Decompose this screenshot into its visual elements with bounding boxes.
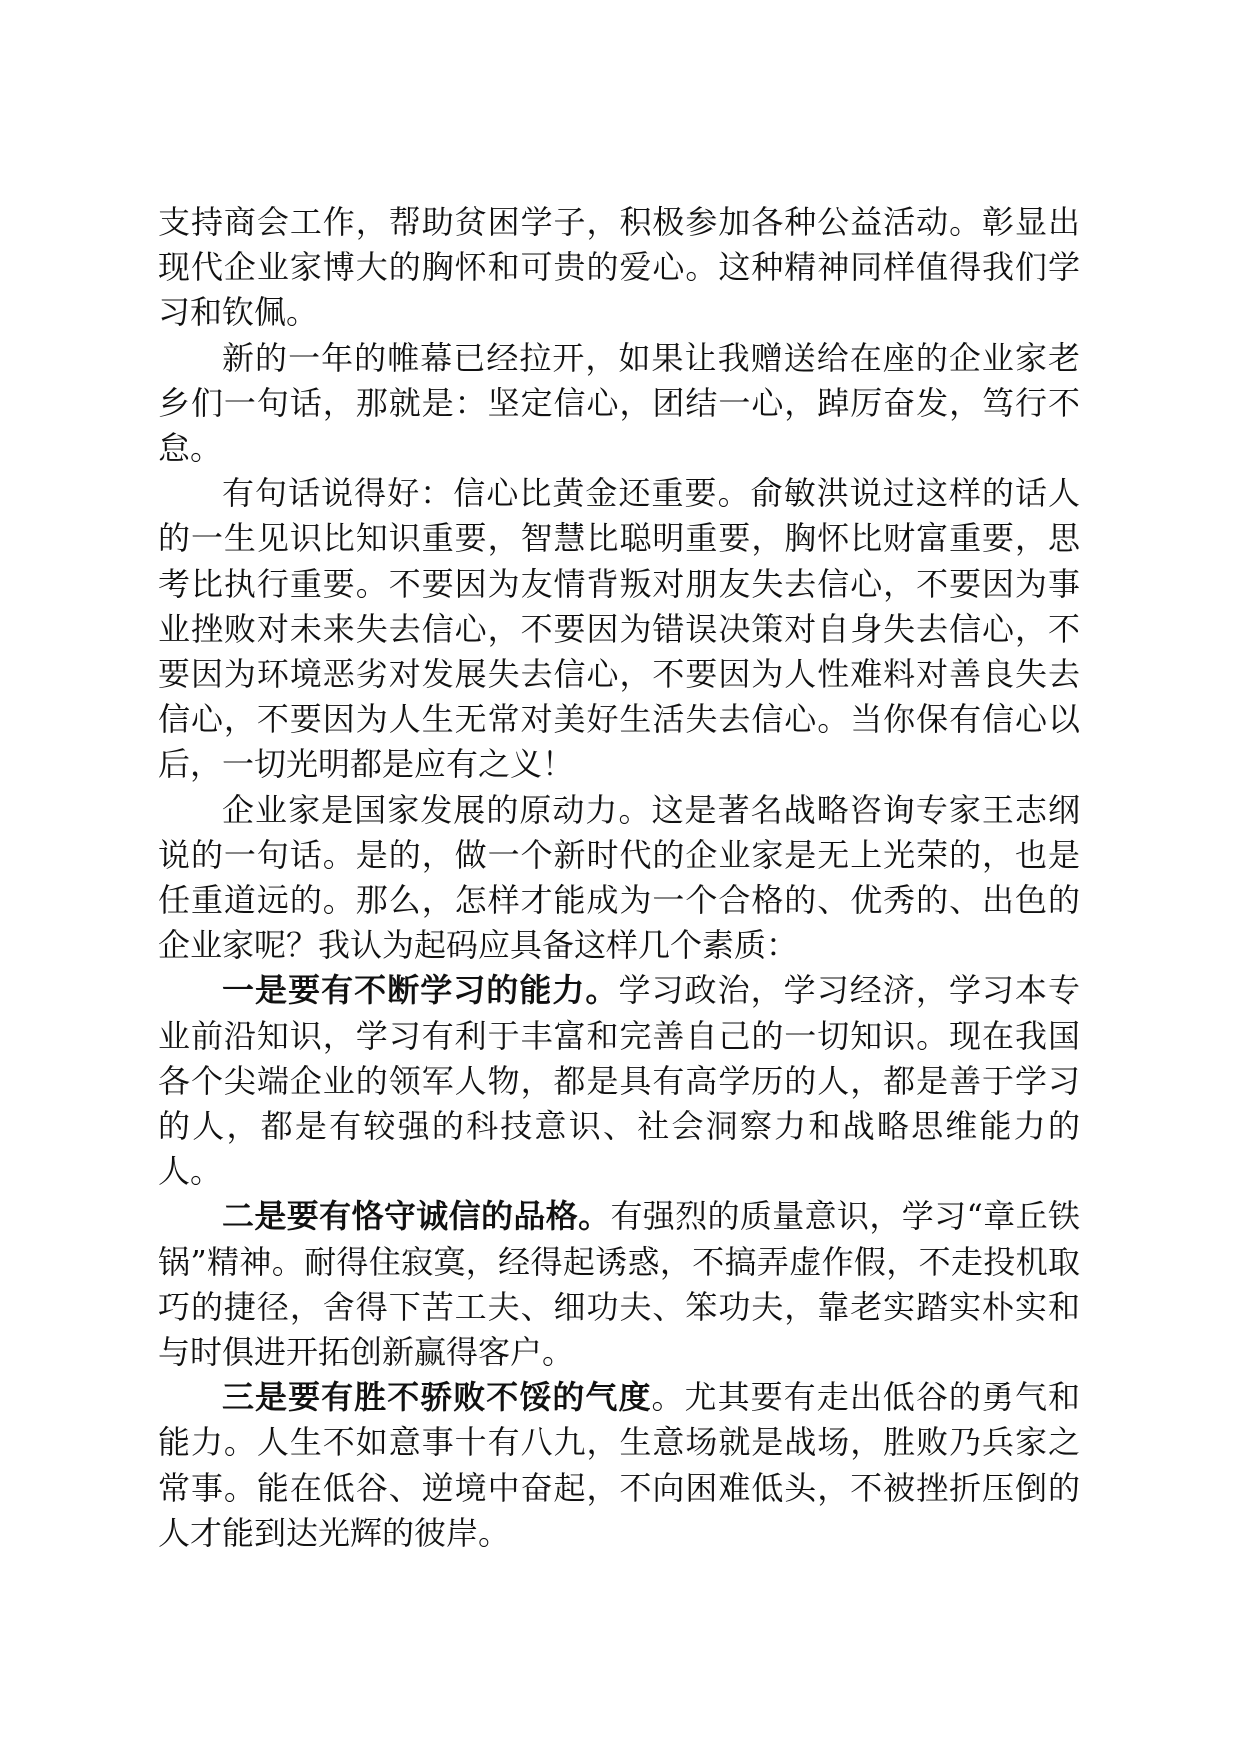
- paragraph-4-text: 企业家是国家发展的原动力。这是著名战略咨询专家王志纲说的一句话。是的，做一个新时代的企业家是无上光荣的，也是任重道远的。那么，怎样才能成为一个合格的、优秀的、出色的企业家呢？我认为起码应具备这样几个素质：: [158, 790, 1080, 965]
- paragraph-5-heading: 一是要有不断学习的能力。: [222, 971, 619, 1010]
- paragraph-6-text: 有强烈的质量意识，学习“章丘铁锅”精神。耐得住寂寞，经得起诱惑，不搞弄虚作假，不走投机取巧的捷径，舍得下苦工夫、细功夫、笨功夫，靠老实踏实朴实和与时俱进开拓创新赢得客户。: [158, 1197, 1080, 1372]
- paragraph-7-heading: 三是要有胜不骄败不馁的气度: [222, 1378, 652, 1417]
- paragraph-2: [158, 336, 1080, 472]
- paragraph-7: [158, 1375, 1080, 1556]
- paragraph-6: [158, 1194, 1080, 1375]
- paragraph-5: [158, 968, 1080, 1194]
- paragraph-6-heading: 二是要有恪守诚信的品格。: [222, 1197, 611, 1236]
- paragraph-4: [158, 788, 1080, 969]
- paragraph-7-text: 。尤其要有走出低谷的勇气和能力。人生不如意事十有八九，生意场就是战场，胜败乃兵家之常事。能在低谷、逆境中奋起，不向困难低头，不被挫折压倒的人才能到达光辉的彼岸。: [158, 1378, 1080, 1552]
- paragraph-2-text: 新的一年的帷幕已经拉开，如果让我赠送给在座的企业家老乡们一句话，那就是：坚定信心，团结一心，踔厉奋发，笃行不怠。: [158, 338, 1080, 468]
- document-body: [158, 200, 1080, 1556]
- paragraph-3: [158, 471, 1080, 787]
- paragraph-5-text: 学习政治，学习经济，学习本专业前沿知识，学习有利于丰富和完善自己的一切知识。现在我国各个尖端企业的领军人物，都是具有高学历的人，都是善于学习的人，都是有较强的科技意识、社会洞察力和战略思维能力的人。: [158, 971, 1080, 1191]
- paragraph-1-text: 支持商会工作，帮助贫困学子，积极参加各种公益活动。彰显出现代企业家博大的胸怀和可贵的爱心。这种精神同样值得我们学习和钦佩。: [158, 203, 1080, 332]
- paragraph-3-text: 有句话说得好：信心比黄金还重要。俞敏洪说过这样的话人的一生见识比知识重要，智慧比聪明重要，胸怀比财富重要，思考比执行重要。不要因为友情背叛对朋友失去信心，不要因为事业挫败对未来失去信心，不要因为错误决策对自身失去信心，不要因为环境恶劣对发展失去信心，不要因为人性难料对善良失去信心，不要因为人生无常对美好生活失去信心。当你保有信心以后，一切光明都是应有之义！: [158, 474, 1080, 784]
- paragraph-1: [158, 200, 1080, 336]
